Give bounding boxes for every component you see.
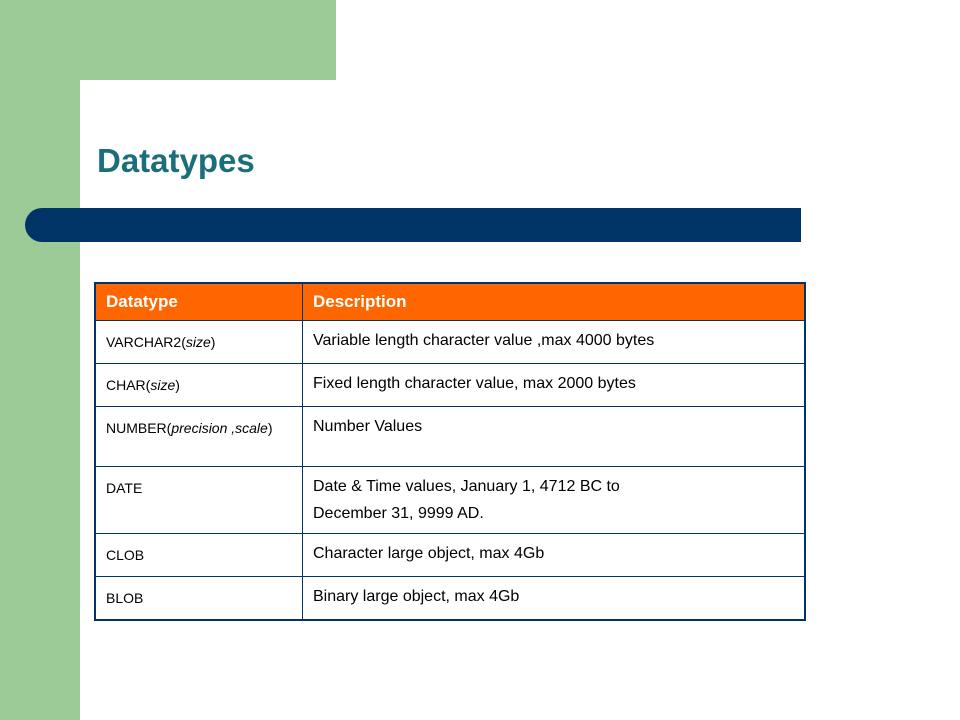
- slide-title: Datatypes: [97, 142, 255, 179]
- decorative-green-top-band: [0, 0, 336, 80]
- table-row: [95, 407, 805, 467]
- description-cell: Date & Time values, January 1, 4712 BC to December 31, 9999 AD.: [303, 467, 806, 534]
- table-row: [95, 467, 805, 534]
- title-underline-bar: [25, 208, 801, 242]
- datatype-cell: BLOB: [95, 577, 303, 621]
- description-cell: Character large object, max 4Gb: [303, 534, 806, 577]
- datatype-cell: CHAR(size): [95, 364, 303, 407]
- datatype-cell: CLOB: [95, 534, 303, 577]
- table-row: [95, 534, 805, 577]
- description-cell: Fixed length character value, max 2000 bytes: [303, 364, 806, 407]
- datatypes-table: [94, 282, 806, 621]
- datatype-cell: DATE: [95, 467, 303, 534]
- table-row: [95, 577, 805, 621]
- datatype-cell: NUMBER(precision ,scale): [95, 407, 303, 467]
- header-datatype: Datatype: [95, 283, 303, 321]
- table-row: [95, 321, 805, 364]
- description-cell: Binary large object, max 4Gb: [303, 577, 806, 621]
- description-cell: Number Values: [303, 407, 806, 467]
- datatype-cell: VARCHAR2(size): [95, 321, 303, 364]
- description-cell: Variable length character value ,max 4000 bytes: [303, 321, 806, 364]
- table-row: [95, 364, 805, 407]
- table-header-row: [95, 283, 805, 321]
- decorative-rounded-corner: [80, 80, 200, 200]
- decorative-green-sidebar: [0, 0, 80, 720]
- header-description: Description: [303, 283, 806, 321]
